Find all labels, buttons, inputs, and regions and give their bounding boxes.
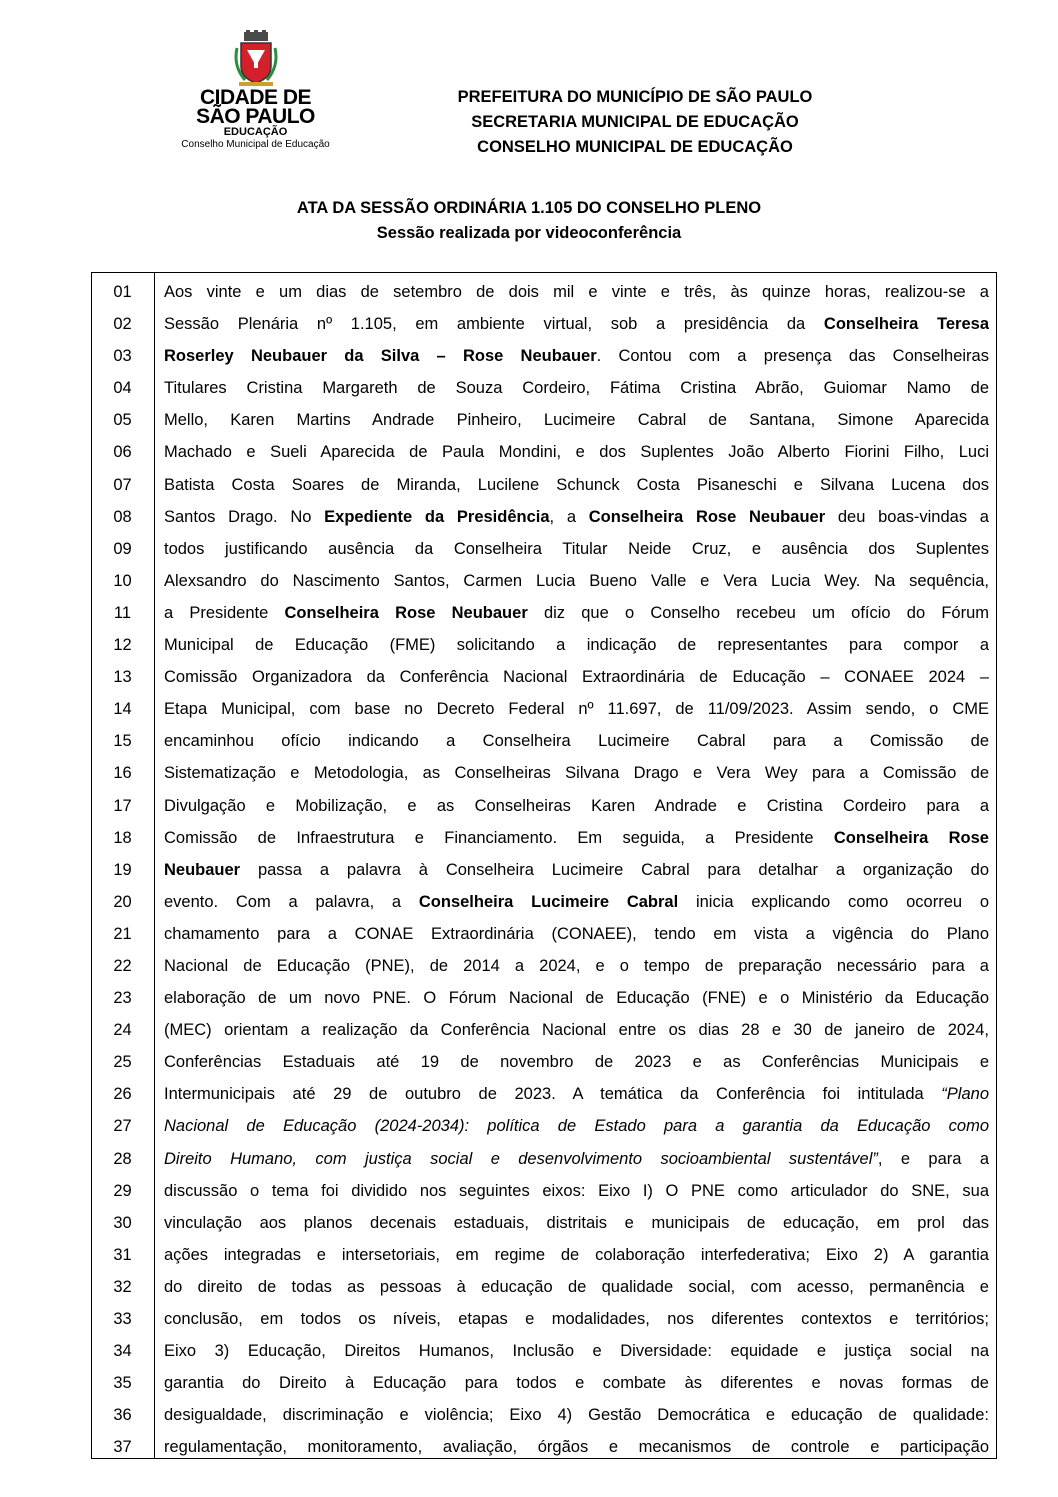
- minutes-line: [164, 1431, 989, 1463]
- line-number: 19: [113, 860, 132, 879]
- text-segment: discussão o tema foi dividido nos seguintes eixos: Eixo I) O PNE como articulador do SNE, sua: [164, 1181, 989, 1200]
- line-number: 10: [113, 571, 132, 590]
- text-segment: Intermunicipais até 29 de outubro de 2023. A temática da Conferência foi intitulada: [164, 1085, 942, 1104]
- minutes-line: [164, 1335, 989, 1367]
- minutes-line: [164, 693, 989, 725]
- text-segment: Sessão Plenária nº 1.105, em ambiente virtual, sob a presidência da: [164, 315, 824, 334]
- minutes-line: [164, 565, 989, 597]
- text-segment: chamamento para a CONAE Extraordinária (CONAEE), tendo em vista a vigência do Plano: [164, 924, 989, 943]
- text-segment: Titulares Cristina Margareth de Souza Cordeiro, Fátima Cristina Abrão, Guiomar Namo de: [164, 379, 989, 398]
- text-segment: inicia explicando como ocorreu o: [678, 892, 989, 911]
- minutes-line: [164, 661, 989, 693]
- line-number: 29: [113, 1181, 132, 1200]
- minutes-line: [164, 1239, 989, 1271]
- line-number: 37: [113, 1438, 132, 1457]
- line-number: 32: [113, 1277, 132, 1296]
- minutes-line: [164, 404, 989, 436]
- text-segment: (MEC) orientam a realização da Conferência Nacional entre os dias 28 e 30 de janeiro de 2024,: [164, 1021, 989, 1040]
- text-segment: desigualdade, discriminação e violência; Eixo 4) Gestão Democrática e educação de qualidade:: [164, 1406, 989, 1425]
- text-segment: Machado e Sueli Aparecida de Paula Mondini, e dos Suplentes João Alberto Fiorini Filho, Luci: [164, 443, 989, 462]
- italic-text: “Plano: [941, 1085, 989, 1104]
- line-number: 12: [113, 636, 132, 655]
- italic-text: Direito Humano, com justiça social e desenvolvimento socioambiental sustentável”: [164, 1149, 878, 1168]
- line-number: 27: [113, 1117, 132, 1136]
- minutes-line: [164, 533, 989, 565]
- minutes-line: [164, 372, 989, 404]
- line-number: 05: [113, 411, 132, 430]
- text-segment: Etapa Municipal, com base no Decreto Federal nº 11.697, de 11/09/2023. Assim sendo, o CME: [164, 700, 989, 719]
- text-segment: passa a palavra à Conselheira Lucimeire Cabral para detalhar a organização do: [240, 860, 989, 879]
- line-number: 08: [113, 507, 132, 526]
- text-segment: Eixo 3) Educação, Direitos Humanos, Inclusão e Diversidade: equidade e justiça social na: [164, 1342, 989, 1361]
- text-segment: Divulgação e Mobilização, e as Conselheiras Karen Andrade e Cristina Cordeiro para a: [164, 796, 989, 815]
- minutes-line: [164, 436, 989, 468]
- minutes-line: [164, 308, 989, 340]
- minutes-line: [164, 1207, 989, 1239]
- text-segment: deu boas-vindas a: [825, 507, 989, 526]
- logo-city-name: SÃO PAULO: [196, 105, 315, 128]
- minutes-line: [164, 886, 989, 918]
- text-segment: regulamentação, monitoramento, avaliação, órgãos e mecanismos de controle e participação: [164, 1438, 989, 1457]
- line-number: 36: [113, 1406, 132, 1425]
- header-prefeitura: PREFEITURA DO MUNICÍPIO DE SÃO PAULO: [457, 88, 813, 106]
- text-segment: Sistematização e Metodologia, as Conselheiras Silvana Drago e Vera Wey para a Comissão de: [164, 764, 989, 783]
- line-number: 33: [113, 1310, 132, 1328]
- minutes-line: [164, 950, 989, 982]
- minutes-text-column: [164, 276, 989, 1463]
- minutes-line: [164, 790, 989, 822]
- minutes-line: [164, 629, 989, 661]
- minutes-line: [164, 1367, 989, 1399]
- text-segment: diz que o Conselho recebeu um ofício do Fórum: [527, 603, 989, 622]
- line-number: 30: [113, 1213, 132, 1232]
- bold-text: Conselheira Rose Neubauer: [588, 507, 826, 526]
- minutes-line: [164, 1046, 989, 1078]
- minutes-line: [164, 1143, 989, 1175]
- bold-text: Expediente da Presidência: [324, 507, 550, 526]
- minutes-line: [164, 1110, 989, 1142]
- text-segment: Comissão Organizadora da Conferência Nacional Extraordinária de Educação – CONAEE 2024 –: [164, 668, 989, 687]
- minutes-line: [164, 854, 989, 886]
- text-segment: do direito de todas as pessoas à educação de qualidade social, com acesso, permanência e: [164, 1277, 989, 1296]
- text-segment: Mello, Karen Martins Andrade Pinheiro, Lucimeire Cabral de Santana, Simone Aparecida: [164, 411, 989, 430]
- line-number: 21: [113, 924, 132, 943]
- line-number: 11: [113, 603, 132, 622]
- bold-text: Conselheira Rose: [833, 828, 989, 847]
- text-segment: evento. Com a palavra, a: [164, 892, 419, 911]
- line-number: 16: [113, 764, 132, 783]
- bold-text: Conselheira Teresa: [823, 315, 989, 334]
- minutes-line: [164, 725, 989, 757]
- line-number: 25: [113, 1053, 132, 1072]
- institution-header: [380, 85, 890, 160]
- italic-text: Nacional de Educação (2024-2034): política de Estado para a garantia da Educação como: [164, 1117, 989, 1136]
- text-segment: , a: [549, 507, 589, 526]
- text-segment: . Contou com a presença das Conselheiras: [596, 347, 989, 366]
- line-number: 07: [113, 475, 132, 494]
- line-number: 04: [113, 379, 132, 398]
- minutes-line: [164, 501, 989, 533]
- minutes-line: [164, 1014, 989, 1046]
- text-segment: encaminhou ofício indicando a Conselheira Lucimeire Cabral para a Comissão de: [164, 732, 989, 751]
- text-segment: Aos vinte e um dias de setembro de dois mil e vinte e três, às quinze horas, realizou-se a: [164, 283, 989, 301]
- line-number: 31: [113, 1245, 132, 1264]
- ata-title-sub: Sessão realizada por videoconferência: [376, 224, 682, 242]
- minutes-line: [164, 757, 989, 789]
- line-number: 35: [113, 1374, 132, 1393]
- line-number: 18: [113, 828, 132, 847]
- document-title: [0, 196, 1058, 246]
- text-segment: Nacional de Educação (PNE), de 2014 a 2024, e o tempo de preparação necessário para a: [164, 956, 989, 975]
- minutes-line: [164, 1303, 989, 1335]
- header-conselho: CONSELHO MUNICIPAL DE EDUCAÇÃO: [477, 138, 793, 156]
- text-segment: Alexsandro do Nascimento Santos, Carmen Lucia Bueno Valle e Vera Lucia Wey. Na sequência,: [164, 571, 989, 590]
- bold-text: Conselheira Rose Neubauer: [284, 603, 528, 622]
- text-segment: elaboração de um novo PNE. O Fórum Nacional de Educação (FNE) e o Ministério da Educação: [164, 989, 989, 1008]
- bold-text: Neubauer: [164, 860, 241, 879]
- line-number: 20: [113, 892, 132, 911]
- minutes-line: [164, 822, 989, 854]
- logo: [168, 30, 343, 165]
- text-segment: ações integradas e intersetoriais, em regime de colaboração interfederativa; Eixo 2) A garantia: [164, 1245, 989, 1264]
- line-number-column: [91, 276, 154, 1463]
- line-number: 28: [113, 1149, 132, 1168]
- line-number: 17: [113, 796, 132, 815]
- line-number: 03: [113, 347, 132, 366]
- minutes-line: [164, 340, 989, 372]
- text-segment: Comissão de Infraestrutura e Financiamento. Em seguida, a Presidente: [164, 828, 834, 847]
- logo-council: Conselho Municipal de Educação: [181, 139, 330, 150]
- ata-title-main: ATA DA SESSÃO ORDINÁRIA 1.105 DO CONSELHO PLENO: [296, 199, 762, 217]
- line-number: 24: [113, 1021, 132, 1040]
- logo-department: EDUCAÇÃO: [223, 126, 288, 138]
- minutes-line: [164, 597, 989, 629]
- minutes-line: [164, 1078, 989, 1110]
- line-number: 22: [113, 956, 132, 975]
- text-segment: Batista Costa Soares de Miranda, Lucilene Schunck Costa Pisaneschi e Silvana Lucena dos: [164, 475, 989, 494]
- minutes-line: [164, 918, 989, 950]
- line-number: 15: [113, 732, 132, 751]
- minutes-line: [164, 276, 989, 308]
- line-number: 13: [113, 668, 132, 687]
- text-segment: a Presidente: [164, 603, 285, 622]
- minutes-line: [164, 469, 989, 501]
- text-segment: vinculação aos planos decenais estaduais, distritais e municipais de educação, em prol das: [164, 1213, 989, 1232]
- minutes-line: [164, 1271, 989, 1303]
- line-number: 01: [113, 283, 132, 301]
- logo-city-line: CIDADE DE: [199, 86, 311, 109]
- column-divider: [154, 272, 155, 1459]
- line-number: 02: [113, 315, 132, 334]
- minutes-line: [164, 982, 989, 1014]
- text-segment: Municipal de Educação (FME) solicitando a indicação de representantes para compor a: [164, 636, 989, 655]
- minutes-line: [164, 1175, 989, 1207]
- line-number: 14: [113, 700, 132, 719]
- line-number: 06: [113, 443, 132, 462]
- header-secretaria: SECRETARIA MUNICIPAL DE EDUCAÇÃO: [471, 113, 799, 131]
- line-number: 09: [113, 539, 132, 558]
- bold-text: Conselheira Lucimeire Cabral: [418, 892, 679, 911]
- text-segment: todos justificando ausência da Conselheira Titular Neide Cruz, e ausência dos Suplentes: [164, 539, 989, 558]
- bold-text: Roserley Neubauer da Silva – Rose Neubauer: [164, 347, 597, 366]
- text-segment: Santos Drago. No: [164, 507, 325, 526]
- line-number: 34: [113, 1342, 132, 1361]
- line-number: 23: [113, 989, 132, 1008]
- minutes-line: [164, 1399, 989, 1431]
- text-segment: conclusão, em todos os níveis, etapas e modalidades, nos diferentes contextos e territórios;: [164, 1310, 989, 1328]
- text-segment: Conferências Estaduais até 19 de novembro de 2023 e as Conferências Municipais e: [164, 1053, 989, 1072]
- text-segment: garantia do Direito à Educação para todos e combate às diferentes e novas formas de: [164, 1374, 989, 1393]
- city-coat-of-arms-icon: [233, 30, 279, 88]
- line-number: 26: [113, 1085, 132, 1104]
- text-segment: , e para a: [877, 1149, 989, 1168]
